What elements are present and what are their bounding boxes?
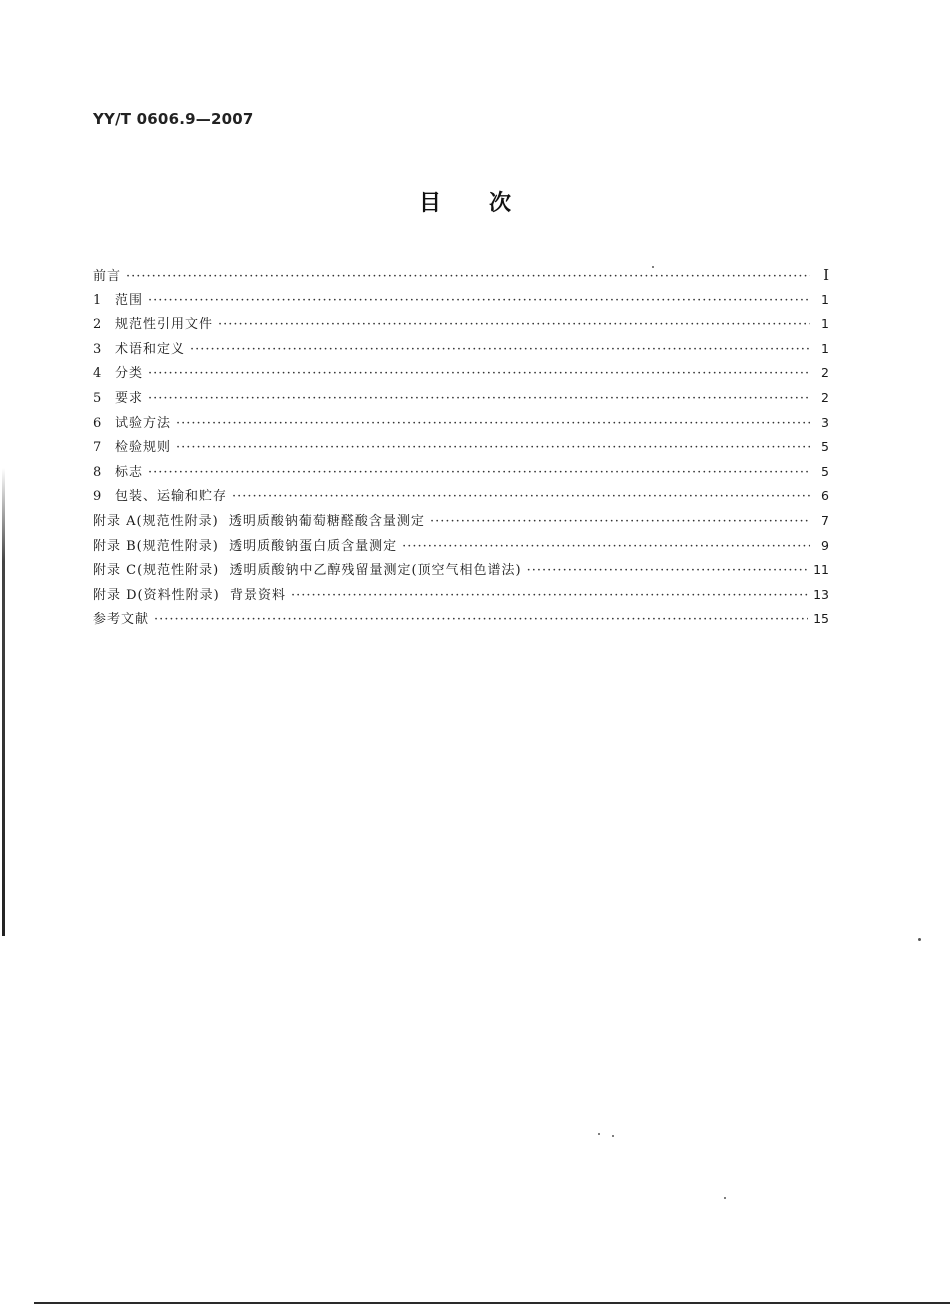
toc-dot-leader	[402, 535, 810, 560]
toc-entry-text: 前言	[93, 269, 122, 284]
toc-entry-text: 术语和定义	[115, 341, 186, 357]
scan-left-edge	[2, 0, 5, 936]
toc-entry-page: 9	[821, 537, 829, 553]
toc-entry	[93, 411, 829, 436]
toc-entry-number: 1	[93, 292, 103, 308]
toc-entry-text: 参考文献	[93, 612, 150, 628]
toc-entry-label	[93, 412, 171, 437]
toc-entry	[93, 607, 829, 632]
toc-dot-leader	[218, 313, 810, 338]
toc-entry-label	[93, 461, 143, 486]
toc-dot-leader	[176, 436, 810, 461]
toc-entry	[93, 337, 829, 362]
toc-entry	[93, 263, 829, 288]
toc-dot-leader	[232, 485, 810, 510]
toc-entry-label	[93, 265, 121, 290]
toc-entry-number: 6	[93, 415, 103, 431]
scan-speck	[918, 938, 921, 941]
toc-entry	[93, 312, 829, 337]
toc-entry	[93, 460, 829, 485]
toc-entry-page: 2	[821, 365, 829, 381]
toc-entry-number: 7	[93, 440, 103, 456]
toc-entry-label	[93, 362, 143, 387]
toc-entry-text: 标志	[115, 464, 144, 480]
toc-entry-number: 2	[93, 317, 103, 333]
toc-entry-text: 检验规则	[115, 440, 172, 456]
toc-entry-label	[93, 485, 227, 510]
toc-entry-text: 规范性引用文件	[115, 317, 214, 333]
toc-entry-page: 1	[821, 340, 829, 356]
toc-entry-page: 2	[821, 389, 829, 405]
toc-entry-page: 5	[821, 439, 829, 455]
toc-entry-label	[93, 535, 397, 560]
toc-dot-leader	[291, 584, 808, 609]
toc-entry-page: 6	[821, 488, 829, 504]
scan-speck	[612, 1135, 614, 1137]
toc-entry-text: 范围	[115, 292, 144, 308]
toc-entry	[93, 288, 829, 313]
toc-entry-text: 包装、运输和贮存	[115, 489, 228, 505]
toc-dot-leader	[154, 608, 808, 633]
toc-entry-text: 附录 C(规范性附录) 透明质酸钠中乙醇残留量测定(顶空气相色谱法)	[93, 563, 522, 579]
toc-entry-text: 试验方法	[115, 415, 172, 431]
toc-entry	[93, 534, 829, 559]
toc-entry-label	[93, 289, 143, 314]
bottom-rule	[34, 1302, 950, 1304]
toc-entry-page: 1	[821, 316, 829, 332]
toc-dot-leader	[148, 461, 810, 486]
toc-dot-leader	[148, 289, 810, 314]
toc-entry	[93, 435, 829, 460]
toc-entry-page: 15	[813, 611, 829, 627]
toc-entry	[93, 558, 829, 583]
toc-entry-label	[93, 584, 286, 609]
toc-entry-number: 4	[93, 366, 103, 382]
toc-entry-number: 9	[93, 489, 103, 505]
toc-entry-label	[93, 387, 143, 412]
toc-dot-leader	[430, 510, 810, 535]
toc-entry-label	[93, 510, 425, 535]
toc-entry	[93, 583, 829, 608]
toc-entry-label	[93, 313, 213, 338]
scan-speck	[598, 1133, 600, 1135]
toc-entry	[93, 361, 829, 386]
toc-entry-page: I	[823, 266, 829, 284]
toc-entry-text: 附录 A(规范性附录) 透明质酸钠葡萄糖醛酸含量测定	[93, 513, 425, 529]
toc-entry-text: 附录 D(资料性附录) 背景资料	[93, 587, 286, 603]
table-of-contents	[93, 263, 829, 632]
toc-entry-page: 1	[821, 291, 829, 307]
page-title: 目次	[418, 191, 559, 216]
toc-entry-text: 分类	[115, 366, 144, 382]
scan-speck	[652, 266, 654, 268]
toc-dot-leader	[148, 387, 810, 412]
toc-entry	[93, 509, 829, 534]
toc-entry-page: 3	[821, 414, 829, 430]
toc-entry-label	[93, 608, 149, 633]
scan-speck	[724, 1197, 726, 1199]
toc-entry	[93, 484, 829, 509]
toc-entry-label	[93, 559, 522, 584]
toc-dot-leader	[148, 362, 810, 387]
toc-entry-page: 11	[813, 562, 829, 578]
toc-entry-label	[93, 338, 185, 363]
toc-dot-leader	[190, 338, 810, 363]
toc-entry-text: 附录 B(规范性附录) 透明质酸钠蛋白质含量测定	[93, 538, 398, 554]
toc-dot-leader	[527, 559, 808, 584]
toc-entry-number: 5	[93, 390, 103, 406]
toc-dot-leader	[126, 265, 810, 290]
toc-entry-page: 13	[813, 586, 829, 602]
toc-entry-page: 7	[821, 512, 829, 528]
toc-entry-text: 要求	[115, 390, 144, 406]
toc-entry-number: 8	[93, 464, 103, 480]
toc-dot-leader	[176, 412, 810, 437]
toc-entry	[93, 386, 829, 411]
toc-entry-number: 3	[93, 341, 103, 357]
standard-code: YY/T 0606.9—2007	[93, 110, 254, 128]
toc-entry-label	[93, 436, 171, 461]
toc-entry-page: 5	[821, 463, 829, 479]
